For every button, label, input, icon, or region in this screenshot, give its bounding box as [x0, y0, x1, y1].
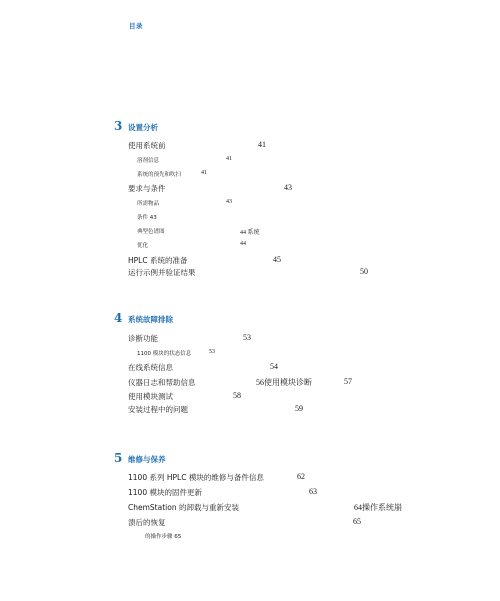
section-number: 3 — [114, 119, 123, 133]
toc-entry-text: 优化 — [137, 243, 149, 249]
toc-subentry[interactable] — [137, 349, 191, 357]
toc-entry[interactable] — [128, 267, 196, 278]
toc-page-number: 43 — [226, 199, 232, 205]
toc-entry-text: 诊断功能 — [128, 334, 158, 343]
section-number: 5 — [114, 451, 123, 465]
toc-page-number: 43 — [284, 183, 292, 192]
toc-subentry[interactable] — [137, 199, 159, 207]
toc-entry-text: 1100 模块的状态信息 — [137, 351, 192, 357]
toc-entry-text: ChemStation 的卸载与重新安装 — [128, 503, 239, 512]
section-title: 设置分析 — [128, 123, 158, 132]
toc-page-number: 53 — [209, 349, 215, 355]
toc-page-number: 62 — [297, 472, 305, 481]
toc-page-number: 57 — [344, 377, 352, 386]
toc-page-number: 63 — [309, 487, 317, 496]
toc-entry[interactable] — [128, 255, 187, 266]
toc-entry-text: 的操作步骤 65 — [145, 534, 182, 540]
toc-entry-text: 在线系统信息 — [128, 363, 173, 372]
toc-subentry[interactable] — [137, 241, 148, 249]
toc-page-number: 44 — [240, 241, 246, 247]
toc-page-number: 41 — [226, 156, 232, 162]
toc-page-number: 41 — [201, 170, 207, 176]
toc-entry-text: 所需物品 — [137, 201, 160, 207]
toc-entry-text: 条件 43 — [137, 215, 157, 221]
section-title: 维修与保养 — [128, 455, 166, 464]
toc-subentry[interactable] — [145, 532, 181, 540]
toc-entry[interactable] — [128, 404, 188, 415]
toc-entry[interactable] — [128, 487, 202, 498]
toc-entry-text: 系统的预先和吹扫 — [137, 172, 182, 178]
toc-entry-text: 使用模块测试 — [128, 392, 173, 401]
toc-subentry[interactable] — [137, 227, 165, 235]
toc-entry-text: 要求与条件 — [128, 184, 166, 193]
toc-entry-text: HPLC 系统的准备 — [128, 256, 188, 265]
toc-page-number: 58 — [233, 391, 241, 400]
toc-entry-text: 溃后的恢复 — [128, 518, 166, 527]
toc-page-number: 65 — [353, 517, 361, 526]
toc-entry[interactable] — [128, 391, 173, 402]
toc-page-number: 54 — [270, 362, 278, 371]
toc-page-number: 56使用模块诊断 — [256, 378, 312, 387]
toc-entry-text: 溶剂信息 — [137, 158, 160, 164]
toc-entry-text: 使用系统前 — [128, 141, 166, 150]
section-number: 4 — [114, 311, 123, 325]
toc-entry[interactable] — [128, 517, 166, 528]
toc-subentry[interactable] — [137, 170, 181, 178]
toc-subentry[interactable] — [137, 213, 157, 221]
toc-page-number: 59 — [295, 404, 303, 413]
toc-page-number: 50 — [360, 267, 368, 276]
toc-entry-text: 安装过程中的问题 — [128, 405, 188, 414]
toc-entry[interactable] — [128, 362, 173, 373]
toc-page-number: 45 — [273, 255, 281, 264]
toc-entry-text: 仪器日志和帮助信息 — [128, 378, 196, 387]
section-title: 系统故障排除 — [128, 315, 173, 324]
toc-page-number: 64操作系统崩 — [354, 503, 402, 512]
toc-entry-text: 1100 模块的固件更新 — [128, 488, 202, 497]
toc-entry[interactable] — [128, 472, 264, 483]
toc-page-number: 53 — [243, 333, 251, 342]
toc-subentry[interactable] — [137, 156, 159, 164]
toc-page-number: 44 系统 — [240, 230, 260, 236]
toc-entry-text: 典型色谱图 — [137, 229, 165, 235]
toc-entry-text: 1100 系列 HPLC 模块的维修与备件信息 — [128, 473, 264, 482]
toc-entry[interactable] — [128, 183, 166, 194]
page-header: 目录 — [129, 22, 143, 30]
toc-entry[interactable] — [128, 377, 196, 388]
toc-entry[interactable] — [128, 333, 158, 344]
toc-entry[interactable] — [128, 502, 239, 513]
toc-page-number: 41 — [258, 140, 266, 149]
toc-entry-text: 运行示例并验证结果 — [128, 268, 196, 277]
toc-entry[interactable] — [128, 140, 166, 151]
